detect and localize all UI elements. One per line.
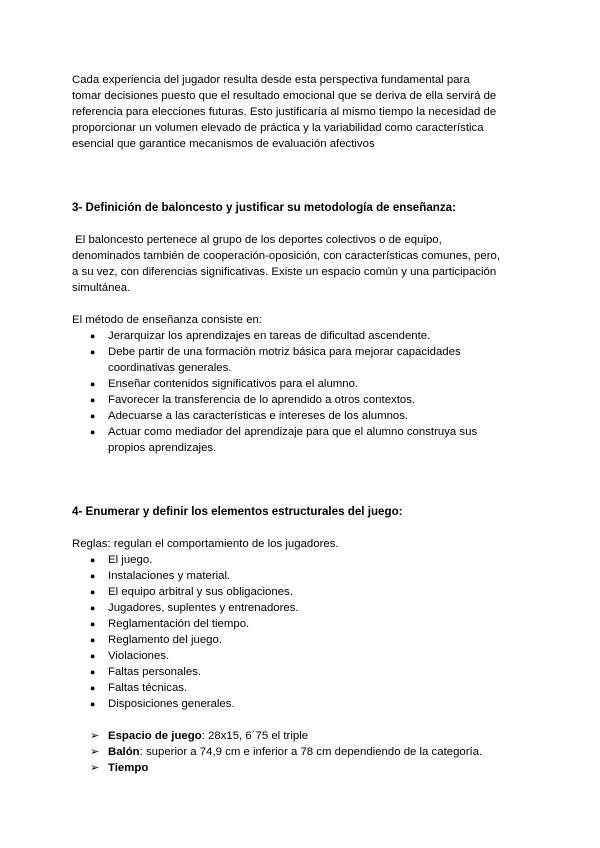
intro-line: esencial que garantice mecanismos de evaluación afectivos xyxy=(72,138,375,150)
method-intro xyxy=(72,312,532,328)
definition-line: a su vez, con diferencias significativas. Existe un espacio común y una participación xyxy=(72,266,497,278)
bullet-icon: ● xyxy=(90,667,96,677)
rules-intro xyxy=(72,536,532,552)
list-item xyxy=(90,328,530,344)
bullet-icon: ● xyxy=(90,587,96,597)
list-item-text: Reglamento del juego. xyxy=(108,634,222,646)
term-description: : superior a 74,9 cm e inferior a 78 cm dependiendo de la categoría. xyxy=(139,746,483,758)
bullet-icon: ● xyxy=(90,683,96,693)
list-item xyxy=(90,664,530,680)
method-intro-text: El método de enseñanza consiste en: xyxy=(72,314,262,326)
bullet-icon: ● xyxy=(90,427,96,437)
bullet-icon: ● xyxy=(90,331,96,341)
section-3-heading: 3- Definición de baloncesto y justificar su metodología de enseñanza: xyxy=(72,201,456,214)
term-label: Espacio de juego xyxy=(108,730,202,742)
list-item-text: propios aprendizajes. xyxy=(108,442,217,454)
list-item xyxy=(90,648,530,664)
bullet-icon: ● xyxy=(90,379,96,389)
list-item xyxy=(90,680,530,696)
term-description: : 28x15, 6´75 el triple xyxy=(201,730,309,742)
bullet-icon: ● xyxy=(90,411,96,421)
list-item xyxy=(90,632,530,648)
term-label: Tiempo xyxy=(108,762,149,774)
list-item-text: Faltas técnicas. xyxy=(108,682,188,694)
definition-line: simultánea. xyxy=(72,282,131,294)
arrow-list-item xyxy=(90,728,540,744)
bullet-icon: ● xyxy=(90,699,96,709)
list-item xyxy=(90,552,530,568)
intro-line: referencia para elecciones futuras. Esto justificaría al mismo tiempo la necesidad de xyxy=(72,106,497,118)
list-item-text: Enseñar contenidos significativos para el alumno. xyxy=(108,378,359,390)
list-item xyxy=(90,584,530,600)
definition-line: El baloncesto pertenece al grupo de los deportes colectivos o de equipo, xyxy=(72,234,442,246)
bullet-icon: ● xyxy=(90,651,96,661)
list-item xyxy=(90,376,530,392)
intro-line: tomar decisiones puesto que el resultado emocional que se deriva de ella servirá de xyxy=(72,90,497,102)
rules-list xyxy=(90,552,530,712)
list-item xyxy=(90,696,530,712)
list-item-text: El juego. xyxy=(108,554,153,566)
intro-line: Cada experiencia del jugador resulta desde esta perspectiva fundamental para xyxy=(72,74,470,86)
list-item-text: Jerarquizar los aprendizajes en tareas de dificultad ascendente. xyxy=(108,330,431,342)
list-item-text: Debe partir de una formación motriz básica para mejorar capacidades xyxy=(108,346,461,358)
list-item-text: Favorecer la transferencia de lo aprendido a otros contextos. xyxy=(108,394,416,406)
list-item xyxy=(90,408,530,424)
list-item-text: Actuar como mediador del aprendizaje para que el alumno construya sus xyxy=(108,426,478,438)
list-item-text: Adecuarse a las características e intereses de los alumnos. xyxy=(108,410,409,422)
bullet-icon: ● xyxy=(90,395,96,405)
structural-elements-list xyxy=(90,728,540,776)
arrow-bullet-icon: ➢ xyxy=(90,746,100,758)
list-item-text: Disposiciones generales. xyxy=(108,698,235,710)
list-item xyxy=(90,568,530,584)
list-item-text: Violaciones. xyxy=(108,650,170,662)
list-item xyxy=(90,600,530,616)
intro-paragraph xyxy=(72,72,532,152)
arrow-list-item xyxy=(90,760,540,776)
list-item-text: El equipo arbitral y sus obligaciones. xyxy=(108,586,293,598)
bullet-icon: ● xyxy=(90,571,96,581)
list-item xyxy=(90,424,530,456)
intro-line: proporcionar un volumen elevado de práctica y la variabilidad como característica xyxy=(72,122,484,134)
section-4-heading: 4- Enumerar y definir los elementos estructurales del juego: xyxy=(72,505,403,518)
list-item xyxy=(90,392,530,408)
list-item-text: Jugadores, suplentes y entrenadores. xyxy=(108,602,299,614)
list-item-text: coordinativas generales. xyxy=(108,362,232,374)
list-item-text: Instalaciones y material. xyxy=(108,570,231,582)
bullet-icon: ● xyxy=(90,347,96,357)
list-item-text: Faltas personales. xyxy=(108,666,202,678)
list-item-text: Reglamentación del tiempo. xyxy=(108,618,250,630)
method-list xyxy=(90,328,530,456)
arrow-bullet-icon: ➢ xyxy=(90,730,100,742)
bullet-icon: ● xyxy=(90,619,96,629)
rules-intro-text: Reglas: regulan el comportamiento de los jugadores. xyxy=(72,538,339,550)
list-item xyxy=(90,616,530,632)
arrow-bullet-icon: ➢ xyxy=(90,762,100,774)
term-label: Balón xyxy=(108,746,140,758)
arrow-list-item xyxy=(90,744,540,760)
bullet-icon: ● xyxy=(90,603,96,613)
bullet-icon: ● xyxy=(90,635,96,645)
bullet-icon: ● xyxy=(90,555,96,565)
definition-line: denominados también de cooperación-oposición, con características comunes, pero, xyxy=(72,250,501,262)
basketball-definition-paragraph xyxy=(72,232,532,296)
list-item xyxy=(90,344,530,376)
